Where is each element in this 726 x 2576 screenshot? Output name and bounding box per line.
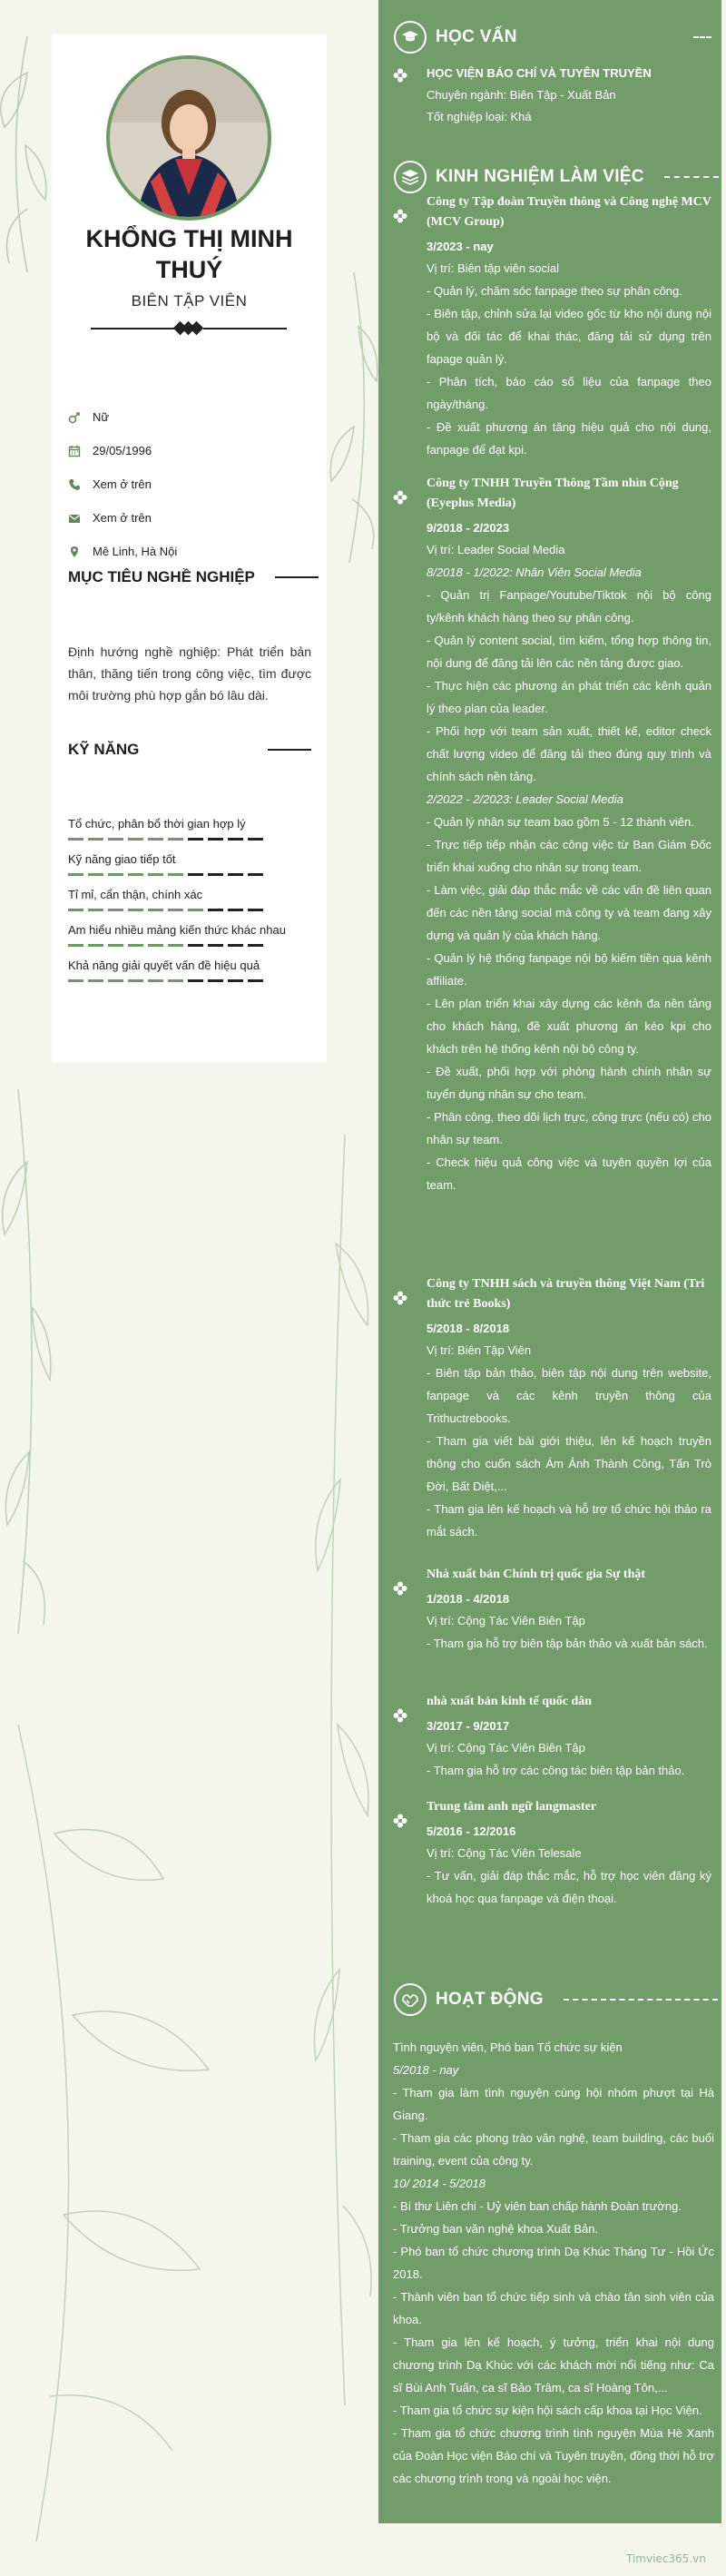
skill-level-segment: [108, 909, 123, 911]
skill-level-bar: [68, 979, 311, 983]
skill-level-segment: [108, 944, 123, 947]
contact-info: [68, 400, 313, 568]
contact-address-value: Mê Linh, Hà Nội: [93, 545, 178, 558]
portrait-image: [110, 59, 268, 217]
experience-detail: - Quản trị Fanpage/Youtube/Tiktok nội bộ công ty/kênh khách hàng theo sự phân công.: [427, 588, 711, 624]
education-entry: [393, 49, 714, 128]
skill-level-segment: [168, 838, 183, 841]
skill-level-segment: [208, 944, 223, 947]
phone-icon: [68, 478, 93, 491]
skill-level-segment: [148, 909, 163, 911]
experience-detail: - Đề xuất, phối hợp với phòng hành chính nhân sự tuyển dụng nhân sự cho team.: [427, 1065, 711, 1101]
skill-level-segment: [128, 909, 143, 911]
watermark: Timviec365.vn: [626, 2552, 706, 2565]
experience-detail: - Phân tích, báo cáo số liệu của fanpage theo ngày/tháng.: [427, 375, 711, 411]
skill-label: Tỉ mỉ, cẩn thận, chính xác: [68, 888, 203, 901]
experience-company: Công ty TNHH Truyền Thông Tầm nhìn Cộng (Eyeplus Media): [427, 477, 679, 510]
skill-item: [68, 884, 311, 912]
activity-line: - Bí thư Liên chi - Uỷ viên ban chấp hành Đoàn trường.: [393, 2199, 682, 2213]
skill-level-segment: [168, 909, 183, 911]
experience-detail: - Tư vấn, giải đáp thắc mắc, hỗ trợ học viên đăng ký khoá học qua fanpage và điện thoại.: [427, 1869, 711, 1905]
skill-level-segment: [188, 873, 203, 876]
skill-level-segment: [248, 838, 263, 841]
experience-detail: - Tham gia viết bài giới thiệu, lên kế hoạch truyền thông cho cuốn sách Ám Ảnh Thành Công, Tấn Trò Đời, Bất Diệt,...: [427, 1434, 711, 1493]
experience-period: 9/2018 - 2/2023: [427, 521, 510, 535]
skills-list: [68, 813, 311, 990]
experience-period: 1/2018 - 4/2018: [427, 1592, 510, 1606]
experience-detail: - Tham gia hỗ trợ các công tác biên tập bản thảo.: [427, 1764, 685, 1777]
skill-level-segment: [88, 838, 103, 841]
activity-line: - Tham gia tổ chức sự kiện hội sách cấp khoa tại Học Viện.: [393, 2404, 702, 2417]
skill-level-segment: [208, 909, 223, 911]
experience-entry: [393, 474, 714, 1196]
skill-label: Tổ chức, phân bổ thời gian hợp lý: [68, 817, 246, 831]
objective-text: Định hướng nghề nghiệp: Phát triển bản thân, thăng tiến trong công việc, tìm được môi trường phù hợp gắn bó lâu dài.: [68, 644, 311, 703]
skill-level-segment: [188, 838, 203, 841]
experience-detail: - Biên tập, chỉnh sửa lại video gốc từ kho nội dung nội bộ và đối tác để khai thác, đăng tải sử dụng trên fapage quản lý.: [427, 307, 711, 366]
skill-item: [68, 849, 311, 877]
experience-role: Vị trí: Cộng Tác Viên Biên Tập: [427, 1614, 585, 1627]
activities-list: [393, 2036, 714, 2490]
calendar-icon: [68, 445, 93, 457]
skill-level-segment: [248, 944, 263, 947]
experience-detail: - Tham gia lên kế hoạch và hỗ trợ tổ chức hội thảo ra mắt sách.: [427, 1502, 711, 1539]
skill-level-segment: [168, 979, 183, 982]
contact-phone: [68, 467, 313, 501]
experience-entry: [393, 192, 714, 461]
contact-phone-value: Xem ở trên: [93, 477, 152, 491]
experience-detail: - Phối hợp với team sản xuất, thiết kế, editor check chất lượng video để đăng tải theo đúng quy trình và chính sách nền tảng.: [427, 724, 711, 783]
skill-level-segment: [88, 979, 103, 982]
education-title: HỌC VẤN: [436, 27, 517, 46]
experience-company: Trung tâm anh ngữ langmaster: [427, 1800, 597, 1814]
skill-level-segment: [88, 873, 103, 876]
experience-detail: - Lên plan triển khai xây dựng các kênh đa nền tảng cho khách hàng, đề xuất phương án kéo kpi cho khách trên hệ thống kênh nội bộ công ty.: [427, 997, 711, 1056]
experience-detail: - Phân công, theo dõi lịch trực, công trực (nếu có) cho nhân sự team.: [427, 1110, 711, 1146]
experience-detail: - Quản lý hệ thống fanpage nội bộ kiếm tiền qua kênh affiliate.: [427, 951, 711, 988]
activity-line: Tình nguyện viên, Phó ban Tổ chức sự kiện: [393, 2040, 623, 2054]
skill-level-segment: [68, 979, 83, 982]
objective-title: MỤC TIÊU NGHỀ NGHIỆP: [68, 568, 255, 585]
activity-line: - Thành viên ban tổ chức tiếp sinh và chào tân sinh viên của khoa.: [393, 2290, 714, 2326]
experience-detail: - Quản lý content social, tìm kiếm, tổng hợp thông tin, nội dung để đăng tải lên các nền tảng được giao.: [427, 634, 711, 670]
skill-level-segment: [148, 944, 163, 947]
skill-level-segment: [208, 979, 223, 982]
skill-level-segment: [228, 873, 243, 876]
education-major: Chuyên ngành: Biên Tập - Xuất Bản: [427, 88, 616, 102]
skill-level-segment: [68, 838, 83, 841]
education-school: HỌC VIỆN BÁO CHÍ VÀ TUYÊN TRUYỀN: [427, 66, 652, 80]
email-icon: [68, 512, 93, 525]
skill-level-segment: [128, 873, 143, 876]
skill-level-segment: [68, 944, 83, 947]
experience-role: Vị trí: Cộng Tác Viên Telesale: [427, 1846, 582, 1860]
location-icon: [68, 546, 93, 558]
experience-title: KINH NGHIỆM LÀM VIỆC: [436, 167, 644, 186]
flower-bullet-icon: [393, 1581, 407, 1596]
experience-role: Vị trí: Biên tập viên social: [427, 261, 559, 275]
skills-heading: [68, 739, 311, 761]
experience-company: Công ty TNHH sách và truyền thông Việt Nam (Tri thức trẻ Books): [427, 1277, 705, 1311]
skill-label: Kỹ năng giao tiếp tốt: [68, 852, 176, 866]
experience-role: Vị trí: Biên Tập Viên: [427, 1343, 532, 1357]
skill-level-segment: [148, 873, 163, 876]
avatar: [106, 55, 271, 221]
experience-detail: - Check hiệu quả công việc và tuyên quyền lợi của team.: [427, 1155, 711, 1192]
experience-company: nhà xuất bản kinh tế quốc dân: [427, 1695, 593, 1708]
activity-line: - Trưởng ban văn nghệ khoa Xuất Bản.: [393, 2222, 599, 2236]
skill-level-segment: [148, 838, 163, 841]
experience-company: Nhà xuất bản Chính trị quốc gia Sự thật: [427, 1568, 646, 1581]
skill-level-segment: [128, 979, 143, 982]
skill-level-segment: [228, 979, 243, 982]
skill-item: [68, 919, 311, 948]
skills-title: KỸ NĂNG: [68, 741, 140, 758]
stack-icon: [394, 161, 427, 193]
flower-bullet-icon: [393, 1291, 407, 1305]
right-column: [378, 0, 721, 2523]
experience-period: 5/2016 - 12/2016: [427, 1824, 516, 1838]
flower-bullet-icon: [393, 68, 407, 83]
experience-detail: - Đề xuất phương án tăng hiệu quả cho nội dung, fanpage để đạt kpi.: [427, 420, 711, 457]
activity-line: - Phó ban tổ chức chương trình Dạ Khúc Tháng Tư - Hồi Ức 2018.: [393, 2245, 714, 2281]
skill-level-segment: [228, 838, 243, 841]
activities-title: HOẠT ĐỘNG: [436, 1990, 544, 2009]
hands-icon: [394, 1983, 427, 2016]
skill-item: [68, 955, 311, 983]
contact-address: [68, 535, 313, 568]
activity-line: 10/ 2014 - 5/2018: [393, 2177, 486, 2190]
skill-level-segment: [168, 944, 183, 947]
flower-bullet-icon: [393, 209, 407, 223]
skill-level-segment: [248, 909, 263, 911]
skill-level-segment: [148, 979, 163, 982]
experience-detail: - Quản lý, chăm sóc fanpage theo sự phân công.: [427, 284, 682, 298]
experience-detail: - Trực tiếp tiếp nhận các công việc từ Ban Giám Đốc triển khai xuống cho nhân sự trong team.: [427, 838, 711, 874]
skill-level-segment: [108, 838, 123, 841]
experience-body: [427, 1274, 711, 1543]
skill-level-segment: [88, 909, 103, 911]
flower-bullet-icon: [393, 1814, 407, 1828]
activity-line: - Tham gia tổ chức chương trình tình nguyện Mùa Hè Xanh của Đoàn Học viện Báo chí và Tuyên truyền, đồng thời hỗ trợ các chương trình trong và ngoài học viện.: [393, 2426, 714, 2485]
skill-label: Am hiểu nhiều mảng kiến thức khác nhau: [68, 923, 286, 937]
skill-level-segment: [208, 873, 223, 876]
skill-level-segment: [248, 873, 263, 876]
experience-body: [427, 1797, 711, 1910]
experience-detail: 2/2022 - 2/2023: Leader Social Media: [427, 792, 623, 806]
candidate-position: BIÊN TẬP VIÊN: [131, 292, 248, 310]
experience-entry: [393, 1565, 714, 1655]
experience-entry: [393, 1692, 714, 1782]
skill-level-segment: [228, 944, 243, 947]
activities-heading: [394, 1982, 711, 2017]
skill-level-bar: [68, 944, 311, 948]
experience-body: [427, 192, 711, 461]
contact-birthday-value: 29/05/1996: [93, 444, 152, 457]
contact-birthday: [68, 434, 313, 467]
experience-company: Công ty Tập đoàn Truyền thông và Công nghệ MCV (MCV Group): [427, 195, 711, 229]
flower-bullet-icon: [393, 490, 407, 505]
flower-bullet-icon: [393, 1708, 407, 1723]
contact-gender: [68, 400, 313, 434]
skill-level-segment: [188, 909, 203, 911]
skill-level-segment: [108, 873, 123, 876]
name-divider: [91, 322, 287, 335]
candidate-name: KHỔNG THỊ MINH THUÝ: [85, 225, 293, 283]
experience-detail: - Thực hiện các phương án phát triển các kênh quản lý theo plan của leader.: [427, 679, 711, 715]
experience-entry: [393, 1274, 714, 1543]
experience-heading: [394, 160, 711, 194]
experience-role: Vị trí: Leader Social Media: [427, 543, 565, 556]
skill-level-segment: [188, 944, 203, 947]
activity-line: 5/2018 - nay: [393, 2063, 459, 2077]
education-grade: Tốt nghiệp loại: Khá: [427, 110, 532, 123]
skill-level-segment: [188, 979, 203, 982]
activity-line: - Tham gia các phong trào văn nghệ, team building, các buổi training, event của công ty.: [393, 2131, 714, 2168]
contact-gender-value: Nữ: [93, 410, 110, 424]
experience-detail: - Quản lý nhân sự team bao gồm 5 - 12 thành viên.: [427, 815, 694, 829]
experience-body: [427, 1692, 711, 1782]
experience-body: [427, 1565, 711, 1655]
experience-entry: [393, 1797, 714, 1910]
skill-level-segment: [168, 873, 183, 876]
skill-item: [68, 813, 311, 841]
skill-level-segment: [108, 979, 123, 982]
skill-level-bar: [68, 873, 311, 877]
skill-level-segment: [68, 909, 83, 911]
experience-period: 3/2017 - 9/2017: [427, 1719, 510, 1733]
skill-label: Khả năng giải quyết vấn đề hiệu quả: [68, 959, 260, 972]
skill-level-bar: [68, 909, 311, 912]
contact-email: [68, 501, 313, 535]
experience-detail: - Tham gia hỗ trợ biên tập bản thảo và xuất bản sách.: [427, 1637, 708, 1650]
skill-level-segment: [128, 944, 143, 947]
skill-level-segment: [228, 909, 243, 911]
objective-heading: [68, 566, 311, 588]
skill-level-segment: [128, 838, 143, 841]
activity-line: - Tham gia lên kế hoạch, ý tưởng, triển khai nội dung chương trình Dạ Khúc với các khách mời nổi tiếng như: Ca sĩ Bùi Anh Tuấn, ca sĩ Bảo Trâm, ca sĩ Hoàng Tôn,...: [393, 2335, 714, 2394]
contact-email-value: Xem ở trên: [93, 511, 152, 525]
experience-role: Vị trí: Cộng Tác Viên Biên Tập: [427, 1741, 585, 1755]
skill-level-segment: [248, 979, 263, 982]
experience-body: [427, 474, 711, 1196]
experience-period: 5/2018 - 8/2018: [427, 1322, 510, 1335]
gender-icon: [68, 411, 93, 424]
activity-line: - Tham gia làm tình nguyện cùng hội nhóm phượt tại Hà Giang.: [393, 2086, 714, 2122]
skill-level-segment: [208, 838, 223, 841]
skill-level-segment: [68, 873, 83, 876]
left-column: [52, 34, 327, 1062]
experience-detail: - Làm việc, giải đáp thắc mắc về các vấn đề liên quan đến các nền tảng social mà công ty và team đang xây dựng và quản lý của khách hàng.: [427, 883, 711, 942]
experience-detail: 8/2018 - 1/2022: Nhân Viên Social Media: [427, 565, 642, 579]
skill-level-segment: [88, 944, 103, 947]
skill-level-bar: [68, 838, 311, 841]
experience-period: 3/2023 - nay: [427, 240, 494, 253]
experience-detail: - Biên tập bản thảo, biên tập nội dung trên website, fanpage và các kênh truyền thông của Trithuctrebooks.: [427, 1366, 711, 1425]
